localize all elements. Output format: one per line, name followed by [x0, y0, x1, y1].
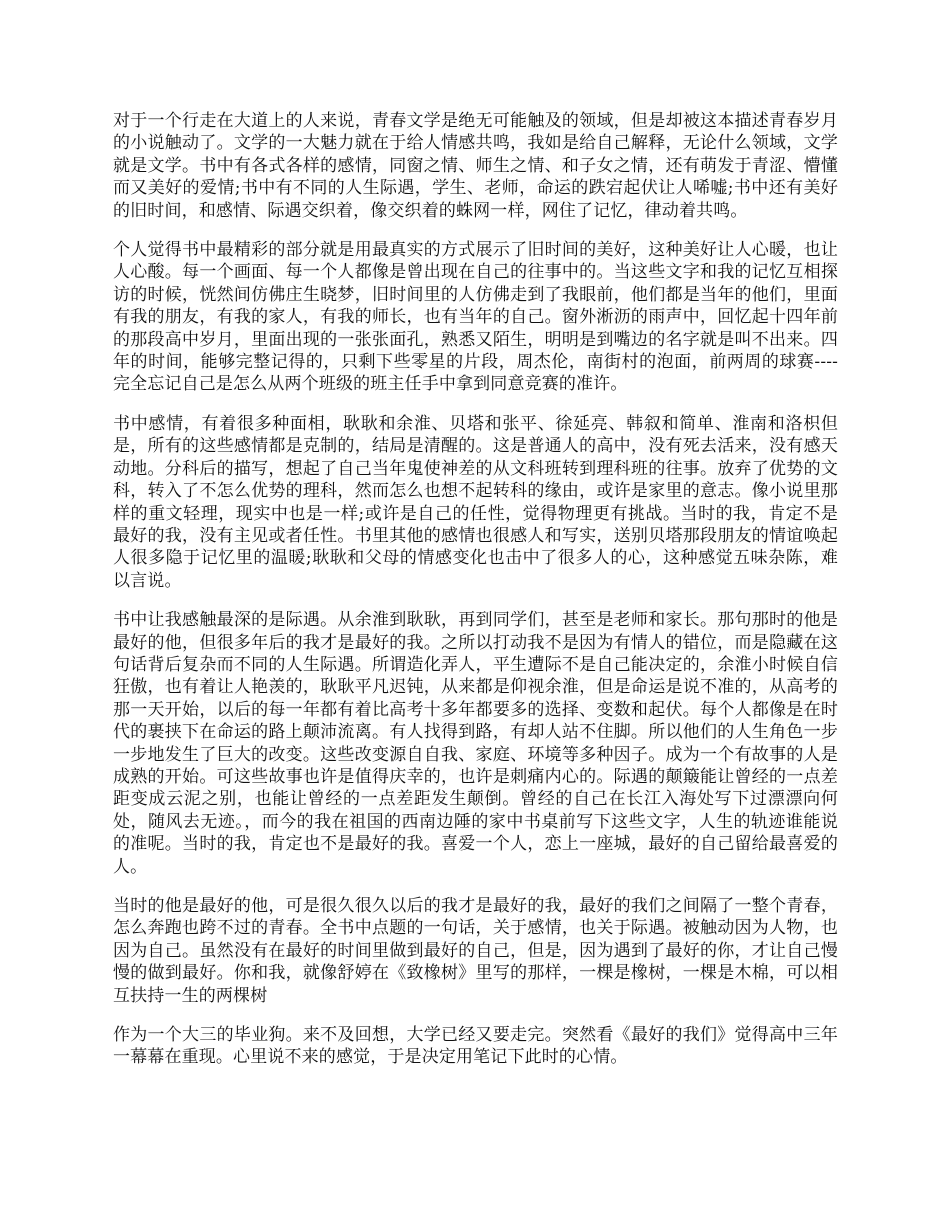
- paragraph-2: 个人觉得书中最精彩的部分就是用最真实的方式展示了旧时间的美好，这种美好让人心暖，也让人心酸。每一个画面、每一个人都像是曾出现在自己的往事中的。当这些文字和我的记忆互相探访的时候，恍然间仿佛庄生晓梦，旧时间里的人仿佛走到了我眼前，他们都是当年的他们，里面有我的朋友，有我的家人，有我的师长，也有当年的自己。窗外淅沥的雨声中，回忆起十四年前的那段高中岁月，里面出现的一张张面孔，熟悉又陌生，明明是到嘴边的名字就是叫不出来。四年的时间，能够完整记得的，只剩下些零星的片段，周杰伦，南街村的泡面，前两周的球赛----完全忘记自己是怎么从两个班级的班主任手中拿到同意竞赛的准许。: [113, 240, 838, 395]
- paragraph-4: 书中让我感触最深的是际遇。从余淮到耿耿，再到同学们，甚至是老师和家长。那句那时的他是最好的他，但很多年后的我才是最好的我。之所以打动我不是因为有情人的错位，而是隐藏在这句话背后复杂而不同的人生际遇。所谓造化弄人，平生遭际不是自己能决定的，余淮小时候自信狂傲，也有着让人艳羡的，耿耿平凡迟钝，从来都是仰视余淮，但是命运是说不准的，从高考的那一天开始，以后的每一年都有着比高考十多年都要多的选择、变数和起伏。每个人都像是在时代的裹挟下在命运的路上颠沛流离。有人找得到路，有却人站不住脚。所以他们的人生角色一步一步地发生了巨大的改变。这些改变源自自我、家庭、环境等多种因子。成为一个有故事的人是成熟的开始。可这些故事也许是值得庆幸的，也许是刺痛内心的。际遇的颠簸能让曾经的一点差距变成云泥之别，也能让曾经的一点差距发生颠倒。曾经的自己在长江入海处写下过漂漂向何处，随风去无迹。，而今的我在祖国的西南边陲的家中书桌前写下这些文字，人生的轨迹谁能说的准呢。当时的我，肯定也不是最好的我。喜爱一个人，恋上一座城，最好的自己留给最喜爱的人。: [113, 610, 838, 877]
- paragraph-3: 书中感情，有着很多种面相，耿耿和余淮、贝塔和张平、徐延亮、韩叙和简单、淮南和洛枳但是，所有的这些感情都是克制的，结局是清醒的。这是普通人的高中，没有死去活来，没有感天动地。分科后的描写，想起了自己当年鬼使神差的从文科班转到理科班的往事。放弃了优势的文科，转入了不怎么优势的理科，然而怎么也想不起转科的缘由，或许是家里的意志。像小说里那样的重文轻理，现实中也是一样;或许是自己的任性，觉得物理更有挑战。当时的我，肯定不是最好的我，没有主见或者任性。书里其他的感情也很感人和写实，送别贝塔那段朋友的情谊唤起人很多隐于记忆里的温暖;耿耿和父母的情感变化也击中了很多人的心，这种感觉五味杂陈，难以言说。: [113, 413, 838, 591]
- document-body: [113, 110, 838, 1086]
- paragraph-1: 对于一个行走在大道上的人来说，青春文学是绝无可能触及的领域，但是却被这本描述青春岁月的小说触动了。文学的一大魅力就在于给人情感共鸣，我如是给自己解释，无论什么领域，文学就是文学。书中有各式各样的感情，同窗之情、师生之情、和子女之情，还有萌发于青涩、懵懂而又美好的爱情;书中有不同的人生际遇，学生、老师，命运的跌宕起伏让人唏嘘;书中还有美好的旧时间，和感情、际遇交织着，像交织着的蛛网一样，网住了记忆，律动着共鸣。: [113, 111, 838, 221]
- paragraph-6: 作为一个大三的毕业狗。来不及回想，大学已经又要走完。突然看《最好的我们》觉得高中三年一幕幕在重现。心里说不来的感觉，于是决定用笔记下此时的心情。: [113, 1025, 838, 1068]
- paragraph-5: 当时的他是最好的他，可是很久很久以后的我才是最好的我，最好的我们之间隔了一整个青春，怎么奔跑也跨不过的青春。全书中点题的一句话，关于感情，也关于际遇。被触动因为人物，也因为自己。虽然没有在最好的时间里做到最好的自己，但是，因为遇到了最好的你，才让自己慢慢的做到最好。你和我，就像舒婷在《致橡树》里写的那样，一棵是橡树，一棵是木棉，可以相互扶持一生的两棵树: [113, 896, 838, 1006]
